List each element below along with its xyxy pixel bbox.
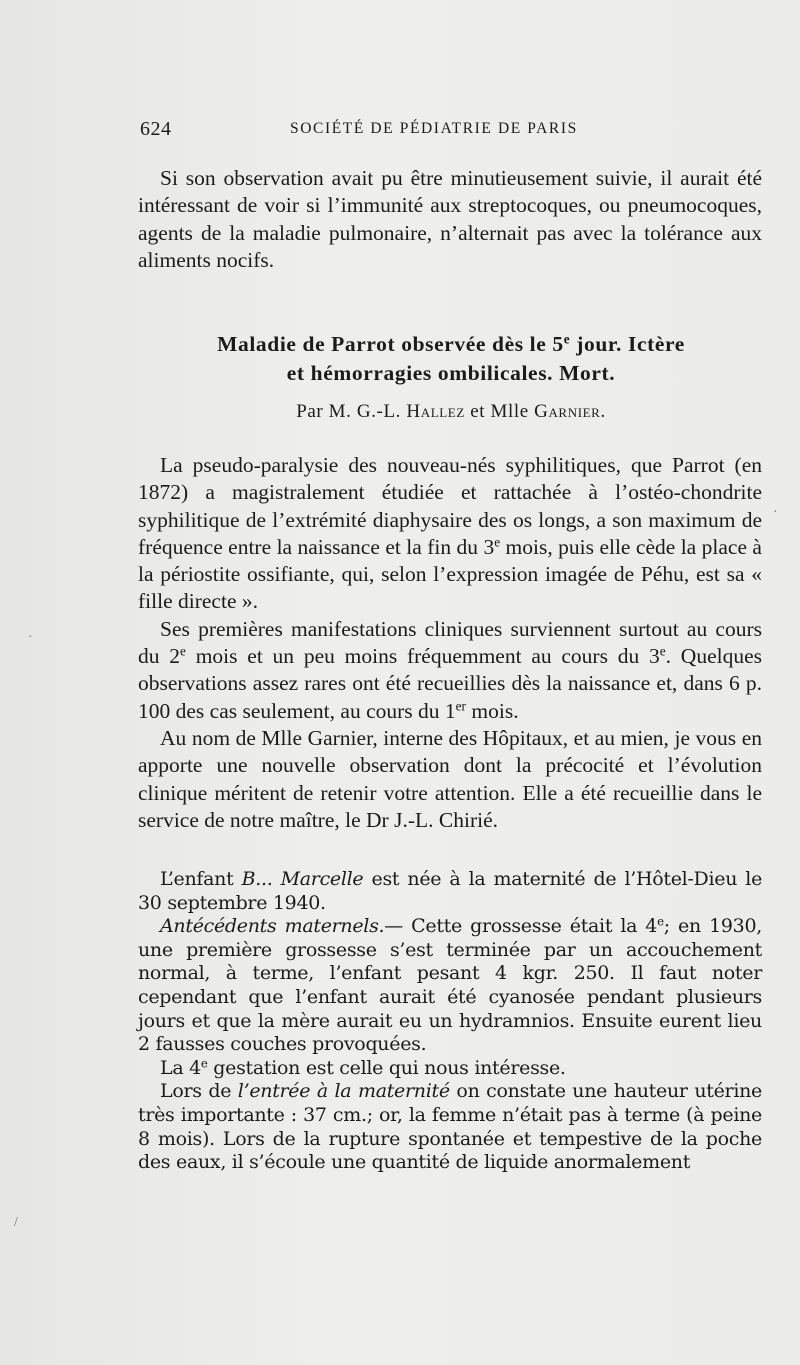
intro-paragraph: Si son observation avait pu être minutieusement suivie, il aurait été intéressant de voir si l’immunité aux streptocoques, ou pneumocoques, agents de la maladie pulmonaire, n’alternait pas avec la tolérance aux aliments nocifs.	[138, 166, 762, 272]
title-line-1	[140, 330, 762, 359]
title-text: Maladie de Parrot observée dès le 5	[217, 332, 564, 356]
text: mois.	[466, 698, 519, 723]
article-title	[140, 330, 762, 388]
paragraph	[138, 915, 762, 1057]
byline-text: Par M. G.-L.	[296, 401, 407, 422]
superscript: e	[200, 1056, 208, 1071]
paper-speck: /	[14, 1215, 18, 1230]
text: on constate une hauteur utérine très importante : 37 cm.; or, la femme n’était pas à terme (à peine 8 mois). Lors de la rupture spontanée et tempestive de la poche des eaux, il s’écoule une quantité de liquide anormalement	[138, 1080, 762, 1174]
paragraph	[138, 868, 762, 915]
paper-speck: ·	[28, 630, 33, 645]
running-header	[140, 118, 762, 144]
author-name: Hallez	[406, 401, 465, 422]
superscript: e	[657, 914, 664, 929]
superscript: er	[455, 698, 466, 714]
italic-text: l’entrée à la maternité	[237, 1080, 450, 1103]
paragraph	[138, 1080, 762, 1174]
superscript: e	[180, 643, 186, 659]
text: Lors de	[160, 1080, 238, 1103]
superscript: e	[494, 534, 501, 550]
text: est née à la maternité de l’Hôtel-Dieu le 30 septembre 1940.	[138, 868, 763, 914]
section-label: Antécédents maternels.	[160, 915, 385, 938]
superscript: e	[563, 331, 571, 347]
text: La pseudo-paralysie des nouveau-nés syphilitiques, que Parrot (en 1872) a magistralement étudiée et rattachée à l’ostéo-chondrite syphilitique de l’extrémité diaphysaire des os longs, a son maximum de fréquence entre la naissance et la fin du 3	[138, 453, 762, 559]
observation-section	[138, 868, 762, 1175]
text: Ses premières manifestations cliniques surviennent surtout au cours du 2	[138, 616, 762, 669]
patient-name: B... Marcelle	[241, 868, 364, 890]
text: gestation est celle qui nous intéresse.	[207, 1056, 566, 1079]
text: mois et un peu moins fréquemment au cours du 3	[185, 644, 660, 669]
byline	[140, 401, 762, 423]
running-title: SOCIÉTÉ DE PÉDIATRIE DE PARIS	[290, 120, 578, 137]
paper-speck: ·	[773, 505, 778, 520]
title-line-2: et hémorragies ombilicales. Mort.	[286, 361, 616, 385]
author-name: Garnier	[534, 401, 601, 422]
intro-section	[138, 165, 762, 274]
text: ; en 1930, une première grossesse s’est terminée par un accouchement normal, à terme, l’enfant pesant 4 kgr. 250. Il faut noter cependant que l’enfant aurait été cyanosée pendant plusieurs jours et que la mère aurait eu un hydramnios. Ensuite eurent lieu 2 fausses couches provoquées.	[138, 915, 762, 1056]
main-section	[138, 452, 762, 834]
text: . Quelques observations assez rares ont été recueillies dès la naissance et, dans 6 p. 100 des cas seulement, au cours du 1	[138, 644, 762, 723]
paragraph	[138, 1057, 762, 1081]
text: — Cette grossesse était la 4	[384, 915, 658, 938]
byline-text: .	[600, 401, 606, 422]
paragraph	[138, 452, 762, 616]
superscript: e	[659, 643, 666, 659]
text: La 4	[160, 1056, 201, 1079]
text: mois, puis elle cède la place à la périostite ossifiante, qui, selon l’expression imagée de Péhu, est sa « fille directe ».	[138, 534, 762, 614]
page-number: 624	[140, 118, 172, 140]
paragraph: Au nom de Mlle Garnier, interne des Hôpitaux, et au mien, je vous en apporte une nouvelle observation dont la précocité et l’évolution clinique méritent de retenir votre attention. Elle a été recueillie dans le service de notre maître, le Dr J.-L. Chirié.	[138, 725, 762, 832]
title-text: jour. Ictère	[570, 332, 685, 356]
paragraph	[138, 616, 762, 725]
text: L’enfant	[160, 868, 242, 890]
byline-text: et Mlle	[464, 401, 535, 422]
